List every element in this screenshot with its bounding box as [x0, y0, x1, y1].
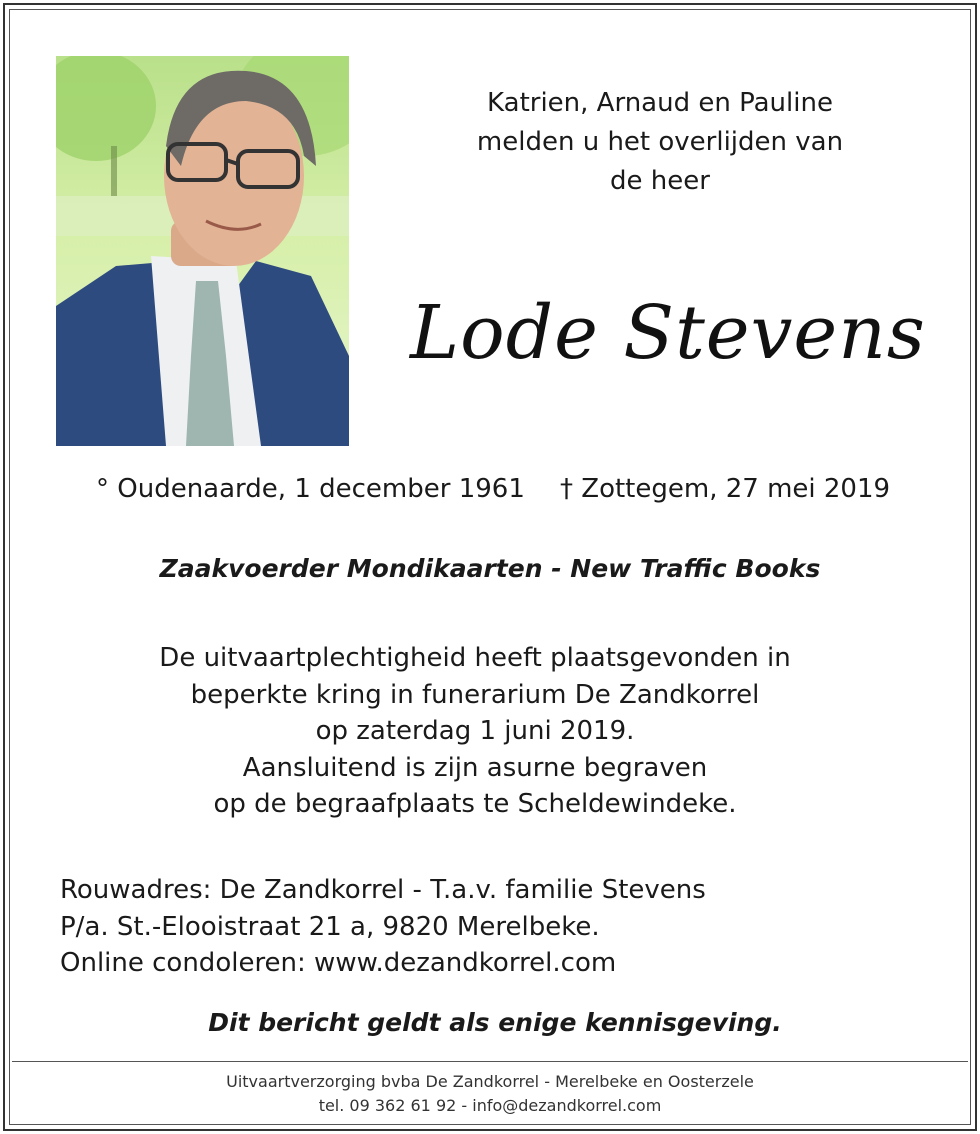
death-info: † Zottegem, 27 mei 2019 [560, 474, 891, 504]
intro-line: melden u het overlijden van [476, 127, 844, 157]
address-line: Rouwadres: De Zandkorrel - T.a.v. familie Stevens [60, 875, 706, 905]
ceremony-line: Aansluitend is zijn asurne begraven [242, 752, 708, 783]
occupation: Zaakvoerder Mondikaarten - New Traffic Books [159, 554, 821, 583]
ceremony-line: De uitvaartplechtigheid heeft plaatsgevonden in [159, 643, 791, 673]
deceased-name: Lode Stevens [410, 290, 926, 376]
birth-info: ° Oudenaarde, 1 december 1961 [96, 474, 525, 504]
notice-text: Dit bericht geldt als enige kennisgeving. [208, 1008, 782, 1037]
footer-divider [12, 1061, 968, 1062]
portrait-photo [56, 56, 349, 446]
address-line: P/a. St.-Elooistraat 21 a, 9820 Merelbeke. [60, 911, 600, 942]
footer-line: Uitvaartverzorging bvba De Zandkorrel - Merelbeke en Oosterzele [226, 1072, 754, 1091]
ceremony-text [0, 640, 950, 823]
intro-line: Katrien, Arnaud en Pauline [487, 88, 833, 118]
mourning-address [60, 872, 706, 982]
ceremony-line: op zaterdag 1 juni 2019. [315, 716, 635, 746]
intro-text [430, 84, 890, 201]
footer-line: tel. 09 362 61 92 - info@dezandkorrel.com [318, 1096, 662, 1115]
intro-line: de heer [610, 166, 710, 196]
ceremony-line: op de begraafplaats te Scheldewindeke. [213, 789, 737, 819]
ceremony-line: beperkte kring in funerarium De Zandkorrel [190, 679, 760, 710]
address-line: Online condoleren: www.dezandkorrel.com [60, 948, 617, 978]
footer [0, 1070, 980, 1118]
